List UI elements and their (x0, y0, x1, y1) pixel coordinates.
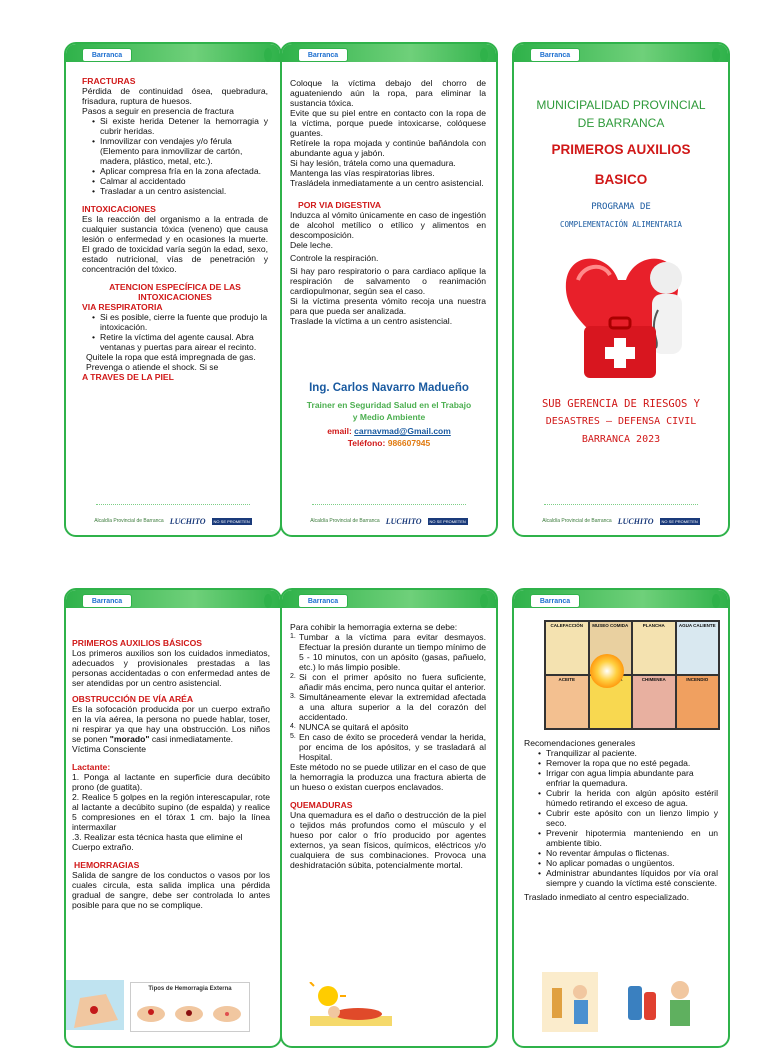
paragraph-text: Es la sofocación producida por un cuerpo extraño en la vía aérea, la persona no puede hablar, toser, ni respirar ya que hay una obstrucción. Los niños se ponen (72, 704, 270, 744)
corner-leaf-icon (712, 48, 720, 62)
paragraph: Para cohibir la hemorragia externa se debe: (290, 622, 458, 632)
list-item (290, 732, 486, 762)
panel-primeros-auxilios (64, 588, 282, 1048)
panel-cover (512, 42, 730, 537)
grid-cell: AGUA CALIENTE (677, 622, 719, 674)
divider (312, 504, 466, 505)
grid-cell: PLANCHA (633, 622, 675, 674)
paragraph: 1. Ponga al lactante en superficie dura decúbito prono (de guatita). (72, 772, 270, 792)
panel-footer (66, 507, 280, 535)
list-item: • Tranquilizar al paciente. (538, 748, 718, 758)
emphasis: "morado" (109, 734, 150, 744)
section-title: OBSTRUCCIÓN DE VÍA ARÉA (72, 694, 194, 704)
list-item: • Si es posible, cierre la fuente que produjo la intoxicación. (92, 312, 268, 332)
corner-leaf-icon (480, 594, 488, 608)
divider (544, 504, 698, 505)
author-role: y Medio Ambiente (352, 412, 426, 422)
section-title: FRACTURAS (82, 76, 136, 86)
corner-leaf-icon (480, 48, 488, 62)
footer-brand: LUCHITO (385, 516, 422, 526)
list-item: • Cubrir la herida con algún apósito estéril húmedo retirando el exceso de agua. (538, 788, 718, 808)
email-label: email: (327, 426, 352, 436)
paragraph: Induzca al vómito únicamente en caso de ingestión de alcohol metílico o etílico y alimentos en descomposición. (290, 210, 486, 240)
kitchen-illustration (542, 972, 598, 1032)
panel-hemorragia-quemaduras (280, 588, 498, 1048)
list-item: • Aplicar compresa fría en la zona afectada. (92, 166, 268, 176)
list-item: • Trasladar a un centro asistencial. (92, 186, 268, 196)
hemorrhage-types-illustration (130, 982, 250, 1032)
list-item (290, 722, 486, 732)
organization-year: BARRANCA 2023 (581, 434, 661, 445)
phone-number: 986607945 (387, 438, 431, 448)
municipality-name: DE BARRANCA (577, 116, 665, 130)
paragraph: Este método no se puede utilizar en el caso de que la hemorragia la produzca una fractura abierta de un hueso o existan cuerpos enclavados. (290, 762, 486, 792)
footer-label: Alcaldía Provincial de Barranca (542, 517, 612, 524)
footer-label: Alcaldía Provincial de Barranca (310, 517, 380, 524)
item-number: 2. (290, 673, 296, 680)
paragraph: Si la víctima presenta vómito recoja una nuestra para que pueda ser analizada. (290, 296, 486, 316)
program-name: PROGRAMA DE (591, 202, 651, 212)
paragraph: Es la reacción del organismo a la entrada de cualquier sustancia tóxica (veneno) que causa lesión o enfermedad y en ocasiones la muerte. El grado de toxicidad varía según la edad, sexo, estado nutricional, vías de penetración y concentración del tóxico. (82, 214, 268, 274)
grid-cell: INCENDIO (677, 676, 719, 728)
section-subtitle: A TRAVES DE LA PIEL (82, 372, 174, 382)
footer-label: Alcaldía Provincial de Barranca (94, 517, 164, 524)
list-item (290, 672, 486, 692)
grid-cell: CHIMENEA (633, 676, 675, 728)
first-aid-illustration (548, 240, 708, 390)
item-number: 3. (290, 693, 296, 700)
barranca-logo: Barranca (298, 48, 348, 62)
item-number: 4. (290, 723, 296, 730)
section-title: Lactante: (72, 762, 111, 772)
item-number: 5. (290, 733, 296, 740)
panel-intoxicaciones (280, 42, 498, 537)
divider (96, 504, 250, 505)
corner-leaf-icon (264, 594, 272, 608)
list-item: • No reventar ámpulas o flictenas. (538, 848, 718, 858)
footer-tag: NO SE PROMETEN (429, 518, 466, 524)
panel-fracturas (64, 42, 282, 537)
author-role: Trainer en Seguridad Salud en el Trabajo (306, 400, 472, 410)
list-item (290, 692, 486, 722)
brochure-subtitle: BASICO (594, 172, 648, 187)
footer-brand: LUCHITO (169, 516, 206, 526)
panel-recomendaciones (512, 588, 730, 1048)
paragraph: Si hay paro respiratorio o para cardiaco aplique la respiración de salvamento o reanimación cardiopulmonar, según sea el caso. (290, 266, 486, 296)
panel-footer (514, 507, 728, 535)
paragraph: Víctima Consciente (72, 744, 147, 754)
phone-label: Teléfono: (347, 438, 386, 448)
paragraph: Quitele la ropa que está impregnada de gas. (86, 352, 256, 362)
author-name: Ing. Carlos Navarro Madueño (309, 382, 469, 394)
list-item: • Remover la ropa que no esté pegada. (538, 758, 718, 768)
corner-leaf-icon (264, 48, 272, 62)
paragraph: Dele leche. (290, 240, 333, 250)
municipality-name: MUNICIPALIDAD PROVINCIAL (536, 98, 706, 112)
list-item: • Cubrir este apósito con un lienzo limpio y seco. (538, 808, 718, 828)
item-text: Tumbar a la víctima para evitar desmayos. Efectuar la presión durante un tiempo mínimo de 5 - 10 minutos, con un apósito (gasas, pañuelo, etc.) lo más limpio posible. (299, 632, 486, 672)
recomendaciones-section (524, 738, 718, 902)
paragraph: Traslado inmediato al centro especializado. (524, 892, 689, 902)
list-item: • Si existe herida Detener la hemorragia y cubrir heridas. (92, 116, 268, 136)
list-item: • Inmovilizar con vendajes y/o férula (Elemento para inmovilizar de cartón, madera, plástico, metal, etc.). (92, 136, 268, 166)
organization-name: DESASTRES – DEFENSA CIVIL (545, 416, 697, 427)
list-item: • No aplicar pomadas o ungüentos. (538, 858, 718, 868)
footer-tag: NO SE PROMETEN (661, 518, 698, 524)
paragraph: Evite que su piel entre en contacto con la ropa de la víctima, porque puede intoxicarse, colóquese guantes. (290, 108, 486, 138)
section-title: QUEMADURAS (290, 800, 353, 810)
paragraph: Prevenga o atiende el shock. Si se (86, 362, 219, 372)
section-title: HEMORRAGIAS (74, 860, 140, 870)
paragraph: Salida de sangre de los conductos o vasos por los cuales circula, esta salida implica una pérdida gradual de sangre, debe ser controlada lo antes posible para que no se complique. (72, 870, 270, 910)
paragraph: Traslade la víctima a un centro asistencial. (290, 316, 453, 326)
sunburn-illustration (306, 982, 396, 1032)
list-item: • Calmar al accidentado (92, 176, 268, 186)
footer-brand: LUCHITO (617, 516, 654, 526)
section-title: PRIMEROS AUXILIOS BÁSICOS (72, 638, 203, 648)
fire-burst-icon (590, 654, 624, 688)
section-title: POR VIA DIGESTIVA (298, 200, 382, 210)
corner-leaf-icon (712, 594, 720, 608)
list-item: • Prevenir hipotermia manteniendo en un ambiente tibio. (538, 828, 718, 848)
email-link[interactable]: carnavmad@Gmail.com (354, 426, 451, 436)
panel-footer (282, 507, 496, 535)
paragraph: Mantenga las vías respiratorias libres. (290, 168, 435, 178)
barranca-logo: Barranca (82, 594, 132, 608)
paragraph: Controle la respiración. (290, 253, 379, 263)
brochure-title: PRIMEROS AUXILIOS (551, 142, 691, 157)
section-title: Recomendaciones generales (524, 738, 636, 748)
paragraph: Pasos a seguir en presencia de fractura (82, 106, 234, 116)
barranca-logo: Barranca (530, 48, 580, 62)
grid-cell: MUSEO COMIDA (590, 622, 632, 674)
list-item: • Administrar abundantes líquidos por vía oral siempre y cuando la víctima esté consciente. (538, 868, 718, 888)
paragraph: Coloque la víctima debajo del chorro de aguateniendo aún la ropa, para eliminar la sustancia tóxica. (290, 78, 486, 108)
barranca-logo: Barranca (298, 594, 348, 608)
paragraph (72, 704, 270, 744)
list-item (290, 632, 486, 672)
barranca-logo: Barranca (530, 594, 580, 608)
hemorragia-section (290, 622, 486, 870)
paragraph-text: casi inmediatamente. (151, 734, 234, 744)
list-item: • Retire la víctima del agente causal. Abra ventanas y puertas para airear el recinto. (92, 332, 268, 352)
item-text: Si con el primer apósito no fuera suficiente, añadir más encima, pero nunca quitar el anterior. (299, 672, 486, 692)
paragraph: .3. Realizar esta técnica hasta que elimine el Cuerpo extraño. (72, 832, 243, 852)
grid-cell: ACEITE (546, 676, 588, 728)
basicos-section (72, 638, 270, 910)
author-phone-line (288, 438, 490, 448)
section-title: ATENCION ESPECÍFICA DE LAS INTOXICACIONES (109, 282, 241, 302)
intox-continuation (290, 78, 486, 326)
paragraph: Trasládela inmediatamente a un centro asistencial. (290, 178, 484, 188)
paragraph: Retírele la ropa mojada y continúe bañándola con abundante agua y jabón. (290, 138, 486, 158)
author-email-line (288, 426, 490, 436)
chemicals-illustration (624, 972, 704, 1032)
paragraph: Si hay lesión, trátela como una quemadura. (290, 158, 456, 168)
paragraph: Una quemadura es el daño o destrucción de la piel o tejidos más profundos como el músculo y el hueso por calor o frío producido por agentes externos, ya sean físicos, químicos, eléctricos y/o cualquiera de sus combinaciones. Provoca una deshidratación súbita, potencialmente mortal. (290, 810, 486, 870)
program-name: COMPLEMENTACIÓN ALIMENTARIA (560, 220, 682, 229)
item-number: 1. (290, 633, 296, 640)
organization-name: SUB GERENCIA DE RIESGOS Y (541, 398, 701, 410)
grid-cell: CALEFACCIÓN (546, 622, 588, 674)
item-text: En caso de éxito se procederá vendar la herida, por encima de los apósitos, y se trasladará al Hospital. (299, 732, 486, 762)
paragraph: Los primeros auxilios son los cuidados inmediatos, adecuados y provisionales prestadas a las personas accidentadas o con enfermedad antes de ser atendidas por un centro asistencial. (72, 648, 270, 688)
steps-list (290, 632, 486, 762)
image-caption: Tipos de Hemorragia Externa (148, 986, 232, 992)
item-text: NUNCA se quitará el apósito (299, 722, 409, 732)
fracturas-section (82, 76, 268, 382)
hand-wound-illustration (66, 980, 124, 1030)
barranca-logo: Barranca (82, 48, 132, 62)
burn-causes-grid (544, 620, 720, 730)
footer-tag: NO SE PROMETEN (213, 518, 250, 524)
paragraph: 2. Realice 5 golpes en la región interescapular, rote al lactante a decúbito supino (de espalda) y realice 5 compresiones en el tórax 1 cm. bajo la línea intermaxilar (72, 792, 270, 832)
section-subtitle: VIA RESPIRATORIA (82, 302, 163, 312)
section-title: INTOXICACIONES (82, 204, 156, 214)
list-item: • Irrigar con agua limpia abundante para enfriar la quemadura. (538, 768, 718, 788)
paragraph: Pérdida de continuidad ósea, quebradura, frisadura, ruptura de huesos. (82, 86, 268, 106)
item-text: Simultáneamente elevar la extremidad afectada a una altura superior a la del corazón del accidentado. (299, 692, 486, 722)
